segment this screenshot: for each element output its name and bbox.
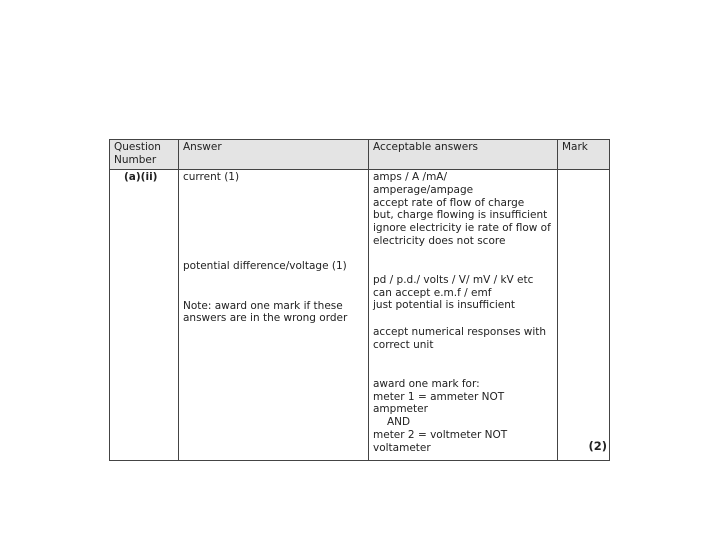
acceptable-4-line-6: voltameter xyxy=(373,441,431,454)
note-line-2: answers are in the wrong order xyxy=(183,312,348,325)
table-row xyxy=(110,170,610,461)
acceptable-3-line-1: accept numerical responses with xyxy=(373,326,547,339)
acceptable-2-line-2: can accept e.m.f / emf xyxy=(373,286,492,299)
acceptable-3-line-2: correct unit xyxy=(373,338,434,351)
answer-cell xyxy=(179,170,369,461)
acceptable-1-line-3: accept rate of flow of charge xyxy=(373,196,525,209)
header-mark: Mark xyxy=(558,140,610,170)
acceptable-1-line-5: ignore electricity ie rate of flow of xyxy=(373,222,551,235)
question-number-cell xyxy=(110,170,179,461)
mark-cell xyxy=(558,170,610,461)
acceptable-4-line-4: AND xyxy=(387,416,411,429)
header-question-number xyxy=(110,140,179,170)
acceptable-4-line-5: meter 2 = voltmeter NOT xyxy=(373,428,508,441)
header-question-number-line-1: Question xyxy=(114,141,161,153)
acceptable-4-line-1: award one mark for: xyxy=(373,377,480,390)
header-answer: Answer xyxy=(179,140,369,170)
note-line-1: Note: award one mark if these xyxy=(183,299,343,312)
header-question-number-line-2: Number xyxy=(114,153,157,166)
mark-scheme-table xyxy=(109,139,610,461)
acceptable-answers-cell xyxy=(369,170,558,461)
acceptable-2-line-3: just potential is insufficient xyxy=(373,299,516,312)
answer-potential-difference: potential difference/voltage (1) xyxy=(183,259,347,272)
acceptable-4-line-3: ampmeter xyxy=(373,403,428,416)
header-acceptable-answers: Acceptable answers xyxy=(369,140,558,170)
answer-current: current (1) xyxy=(183,171,240,183)
acceptable-1-line-1: amps / A /mA/ xyxy=(373,171,448,183)
mark-value: (2) xyxy=(588,439,607,454)
header-row xyxy=(110,140,610,170)
acceptable-4-line-2: meter 1 = ammeter NOT xyxy=(373,390,505,403)
acceptable-1-line-4: but, charge flowing is insufficient xyxy=(373,209,548,222)
acceptable-1-line-6: electricity does not score xyxy=(373,234,506,247)
acceptable-1-line-2: amperage/ampage xyxy=(373,183,474,196)
acceptable-2-line-1: pd / p.d./ volts / V/ mV / kV etc xyxy=(373,273,534,286)
question-number: (a)(ii) xyxy=(124,171,158,183)
